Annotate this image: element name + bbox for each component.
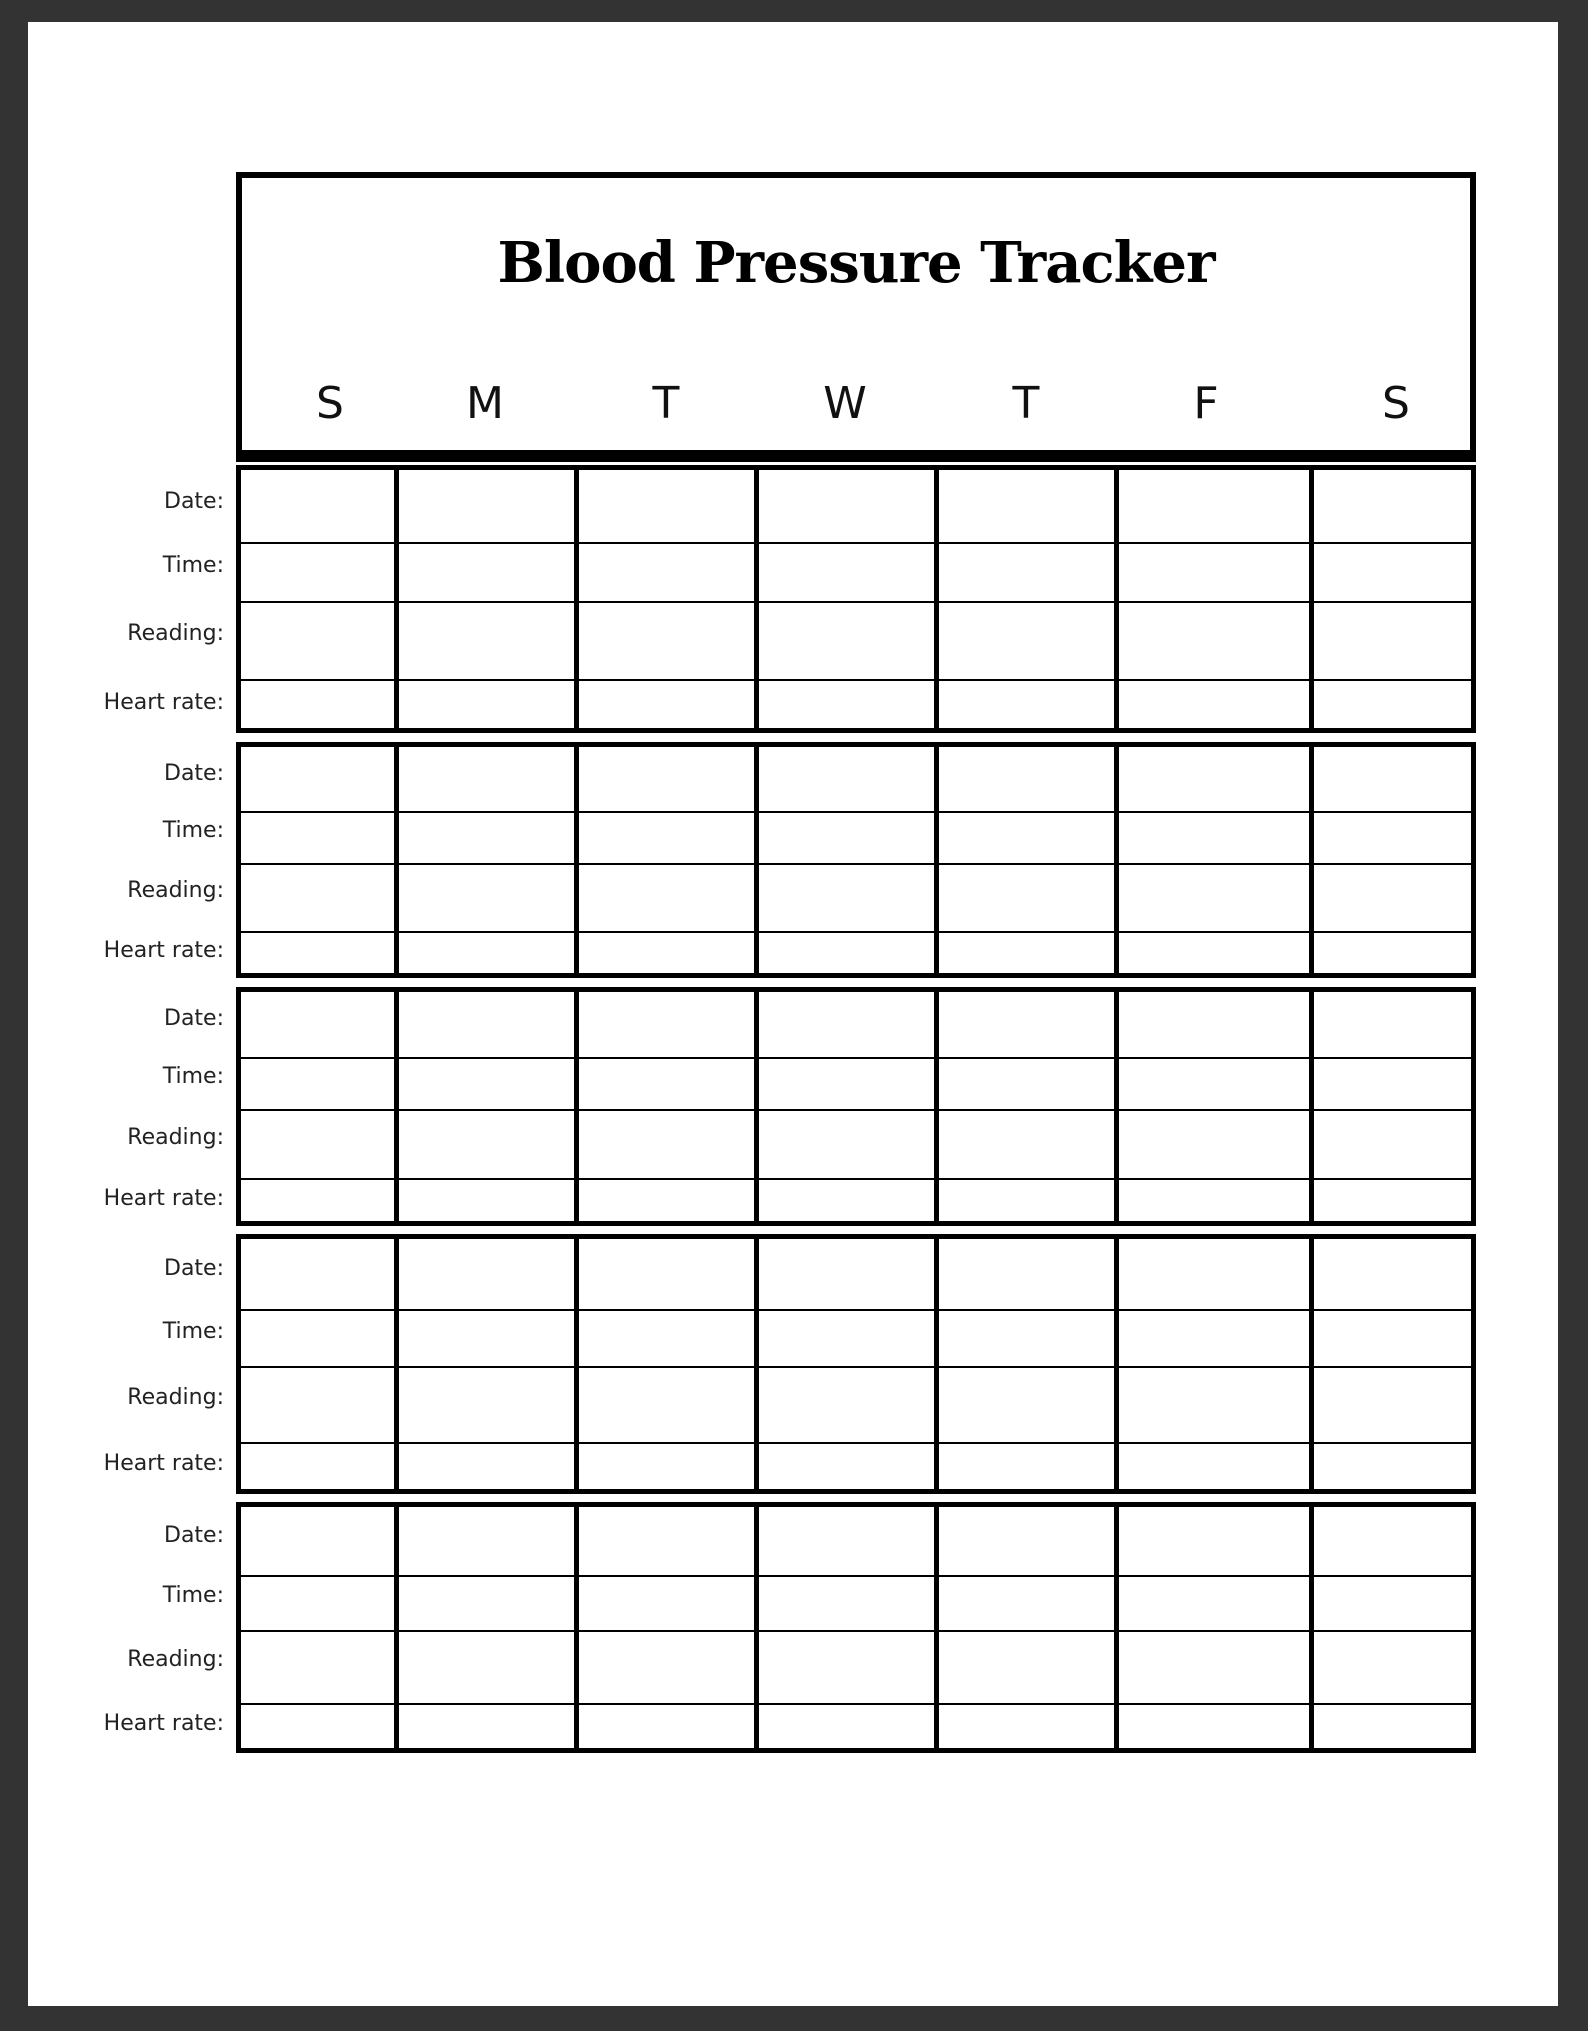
day-header-friday: F [1193, 378, 1219, 429]
column-divider [394, 1507, 399, 1748]
row-label: Date: [164, 1523, 224, 1549]
row-label: Reading: [127, 621, 224, 647]
column-divider [574, 992, 579, 1221]
row-divider [241, 1178, 1471, 1180]
column-divider [754, 470, 759, 728]
reading-block-4 [236, 1234, 1476, 1494]
row-label: Date: [164, 1256, 224, 1282]
column-divider [1309, 1507, 1314, 1748]
row-label: Heart rate: [103, 1451, 224, 1477]
column-divider [754, 992, 759, 1221]
day-header-monday: M [466, 378, 504, 429]
column-divider [1309, 470, 1314, 728]
column-divider [574, 1507, 579, 1748]
column-divider [934, 470, 939, 728]
row-divider [241, 811, 1471, 813]
day-header-wednesday: W [823, 378, 867, 429]
column-divider [754, 1507, 759, 1748]
column-divider [1309, 747, 1314, 973]
column-divider [754, 1239, 759, 1489]
row-divider [241, 1109, 1471, 1111]
column-divider [1114, 470, 1119, 728]
row-divider [241, 1309, 1471, 1311]
row-label: Reading: [127, 877, 224, 903]
reading-block-3 [236, 987, 1476, 1226]
row-divider [241, 1057, 1471, 1059]
day-header-saturday: S [1382, 378, 1410, 429]
column-divider [394, 992, 399, 1221]
column-divider [1114, 1507, 1119, 1748]
column-divider [574, 470, 579, 728]
tracker-page [28, 22, 1558, 2006]
row-label: Date: [164, 761, 224, 787]
row-label: Time: [162, 817, 224, 843]
column-divider [1309, 992, 1314, 1221]
row-label: Time: [162, 552, 224, 578]
row-label: Heart rate: [103, 1185, 224, 1211]
column-divider [1309, 1239, 1314, 1489]
row-label: Reading: [127, 1647, 224, 1673]
row-divider [241, 1575, 1471, 1577]
day-header-sunday: S [316, 378, 344, 429]
row-divider [241, 601, 1471, 603]
column-divider [934, 1507, 939, 1748]
row-divider [241, 863, 1471, 865]
column-divider [1114, 992, 1119, 1221]
row-label: Date: [164, 488, 224, 514]
day-header-tuesday: T [652, 378, 680, 429]
row-divider [241, 1703, 1471, 1705]
row-label: Time: [162, 1063, 224, 1089]
row-divider [241, 931, 1471, 933]
row-label: Reading: [127, 1124, 224, 1150]
column-divider [934, 1239, 939, 1489]
row-label: Heart rate: [103, 689, 224, 715]
row-label: Time: [162, 1318, 224, 1344]
column-divider [574, 1239, 579, 1489]
row-label: Date: [164, 1006, 224, 1032]
row-divider [241, 679, 1471, 681]
row-label: Heart rate: [103, 938, 224, 964]
reading-block-2 [236, 742, 1476, 978]
row-label: Time: [162, 1583, 224, 1609]
row-label: Reading: [127, 1385, 224, 1411]
reading-block-1 [236, 465, 1476, 733]
tracker-sheet [103, 172, 1476, 1752]
column-divider [574, 747, 579, 973]
column-divider [394, 470, 399, 728]
column-divider [394, 1239, 399, 1489]
column-divider [934, 992, 939, 1221]
column-divider [1114, 747, 1119, 973]
reading-block-5 [236, 1502, 1476, 1753]
row-divider [241, 1442, 1471, 1444]
column-divider [1114, 1239, 1119, 1489]
row-divider [241, 1366, 1471, 1368]
row-divider [241, 542, 1471, 544]
tracker-header [236, 172, 1476, 462]
column-divider [394, 747, 399, 973]
page-title: Blood Pressure Tracker [497, 230, 1215, 296]
column-divider [754, 747, 759, 973]
column-divider [934, 747, 939, 973]
row-label: Heart rate: [103, 1711, 224, 1737]
row-divider [241, 1630, 1471, 1632]
day-header-thursday: T [1012, 378, 1040, 429]
